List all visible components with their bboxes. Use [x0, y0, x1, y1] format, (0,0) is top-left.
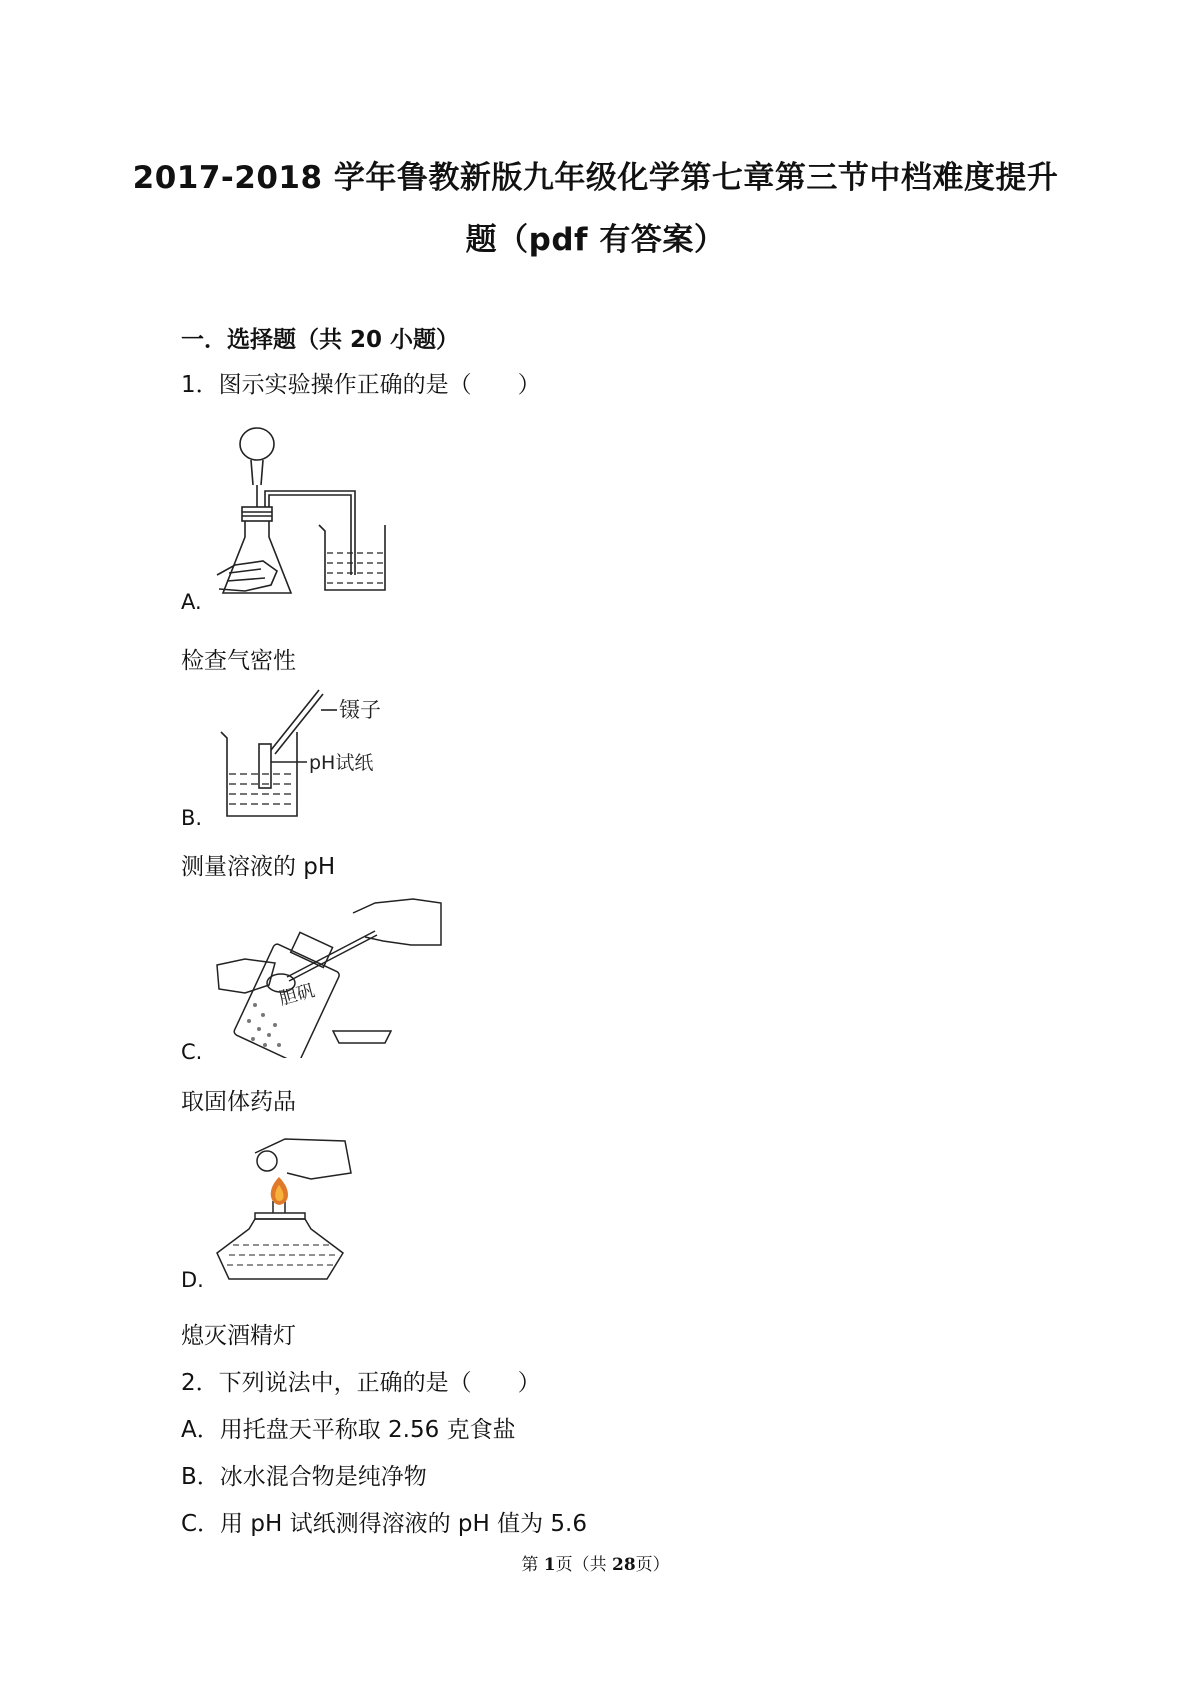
- section-heading: 一．选择题（共 20 小题）: [181, 327, 460, 353]
- bottle-label: 胆矾: [276, 980, 318, 1010]
- option-d-caption: 熄灭酒精灯: [181, 1323, 296, 1349]
- document-title-line1: 2017-2018 学年鲁教新版九年级化学第七章第三节中档难度提升: [132, 160, 1059, 196]
- option-c-letter: C.: [181, 1040, 203, 1064]
- ph-measure-diagram: [215, 688, 415, 823]
- question-2-option-b: B．冰水混合物是纯净物: [181, 1464, 427, 1490]
- footer-suffix: 页）: [635, 1555, 670, 1575]
- extinguish-lamp-diagram: [215, 1133, 365, 1283]
- option-a-caption: 检查气密性: [181, 648, 296, 674]
- ph-paper-label: pH试纸: [309, 752, 374, 774]
- airtightness-check-diagram: [215, 425, 415, 610]
- question-2-option-a: A．用托盘天平称取 2.56 克食盐: [181, 1417, 516, 1443]
- document-title-line2: 题（pdf 有答案）: [465, 222, 726, 258]
- option-c-caption: 取固体药品: [181, 1089, 296, 1115]
- question-2-stem: 2．下列说法中，正确的是（ ）: [181, 1370, 541, 1396]
- take-solid-diagram: [215, 893, 450, 1058]
- current-page-number: 1: [543, 1555, 556, 1575]
- total-page-count: 28: [611, 1555, 636, 1575]
- option-a-letter: A.: [181, 590, 202, 614]
- question-1-stem: 1．图示实验操作正确的是（ ）: [181, 372, 541, 398]
- footer-mid: 页（共: [555, 1555, 612, 1575]
- option-d-letter: D.: [181, 1268, 204, 1292]
- option-b-letter: B.: [181, 806, 203, 830]
- page-footer: [0, 1550, 1191, 1575]
- option-b-caption: 测量溶液的 pH: [181, 854, 336, 880]
- footer-prefix: 第: [521, 1555, 544, 1575]
- tweezers-label: 镊子: [339, 698, 381, 722]
- question-2-option-c: C．用 pH 试纸测得溶液的 pH 值为 5.6: [181, 1511, 587, 1537]
